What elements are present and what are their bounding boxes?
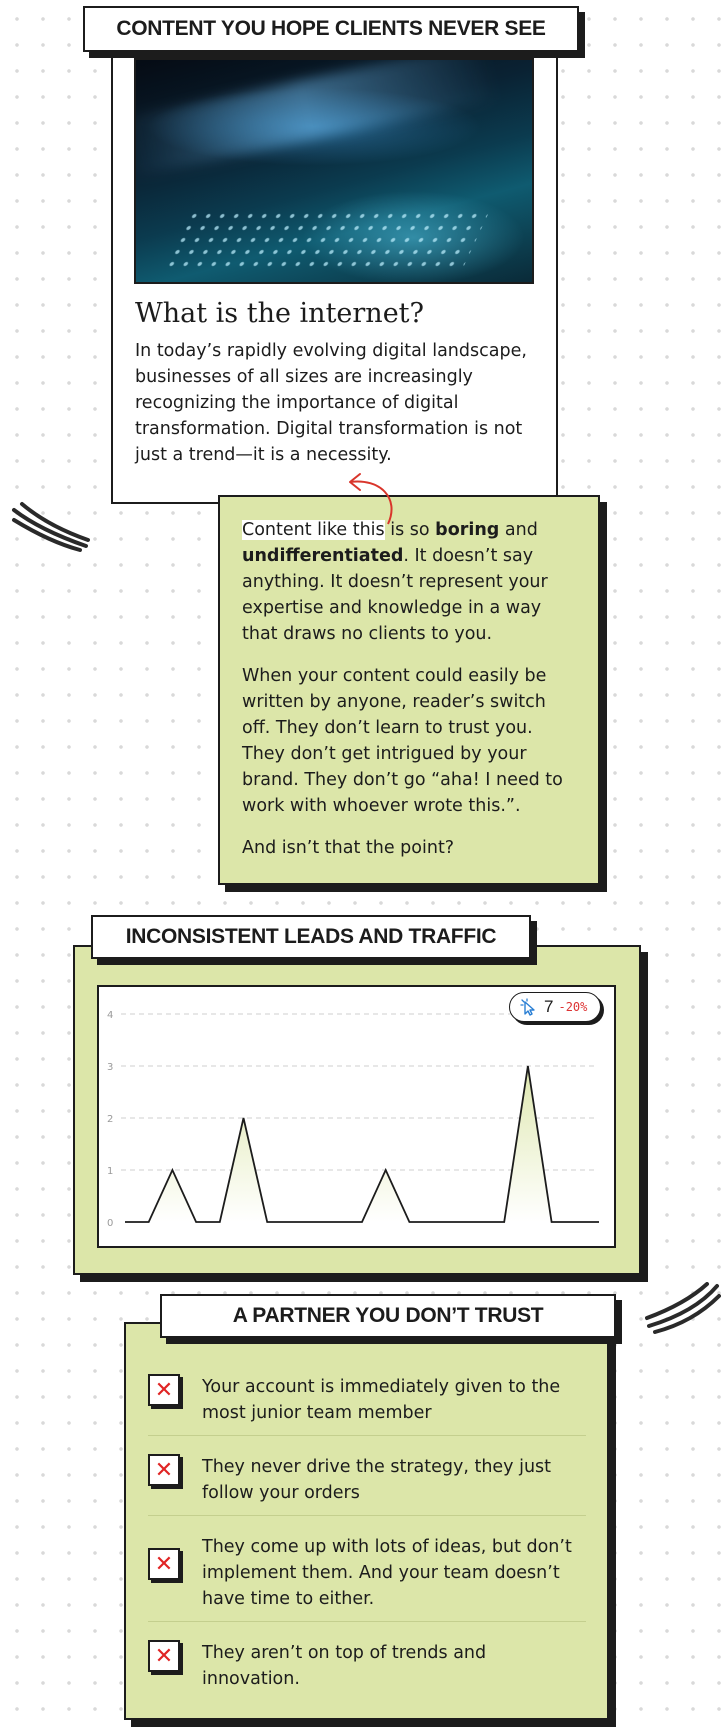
chart-y-tick-label: 2 [107,1114,114,1125]
note-paragraph-1 [242,517,576,647]
x-mark-icon: ✕ [148,1374,180,1406]
list-divider [148,1515,586,1516]
list-item-text: Your account is immediately given to the most junior team member [202,1377,561,1423]
list-item [148,1374,588,1426]
note-paragraph-3: And isn’t that the point? [242,838,455,858]
section-label-leads: INCONSISTENT LEADS AND TRAFFIC [91,915,531,959]
section-label-partner: A PARTNER YOU DON’T TRUST [160,1294,616,1338]
chart-area [125,1066,599,1222]
note-paragraph-2: When your content could easily be written by anyone, reader’s switch off. They don’t learn to trust you. They don’t get intrigued by your brand. They don’t go “aha! I need to work with whoever wrote this.”. [242,666,563,816]
x-mark-icon: ✕ [148,1640,180,1672]
traffic-chart [97,985,616,1248]
note-text: and [499,520,538,540]
cursor-click-icon [520,998,538,1016]
article-title: What is the internet? [135,298,424,329]
section-label-content: CONTENT YOU HOPE CLIENTS NEVER SEE [83,6,579,52]
note-text: is so [384,520,436,540]
note-text: . It doesn’t say anything. It doesn’t represent your expertise and knowledge in a way that draws no clients to you. [242,546,548,644]
critique-note [218,495,600,885]
traffic-chart-svg [99,987,614,1246]
metric-badge [509,992,601,1022]
x-mark-icon: ✕ [148,1454,180,1486]
laptop-hero-image [134,58,534,284]
chart-y-tick-label: 0 [107,1218,114,1229]
article-body: In today’s rapidly evolving digital landscape, businesses of all sizes are increasingly recognizing the importance of digital transformation. Digital transformation is not just a trend—it is a necessity. [135,341,527,465]
red-arrow-icon [340,468,400,528]
swoosh-decoration-right [645,1282,721,1338]
swoosh-decoration-left [10,500,90,560]
list-divider [148,1621,586,1622]
x-mark-icon: ✕ [148,1548,180,1580]
list-item [148,1534,588,1612]
chart-y-tick-label: 1 [107,1166,114,1177]
list-item [148,1640,588,1692]
list-item-text: They never drive the strategy, they just follow your orders [202,1457,552,1503]
metric-value: 7 [544,997,554,1016]
note-bold-undifferentiated: undifferentiated [242,546,404,566]
chart-y-tick-label: 4 [107,1010,114,1021]
list-item-text: They aren’t on top of trends and innovation. [202,1643,487,1689]
list-item [148,1454,588,1506]
note-highlight: Content like this [242,520,385,540]
list-item-text: They come up with lots of ideas, but don’t implement them. And your team doesn’t have time to either. [202,1537,572,1609]
chart-y-tick-label: 3 [107,1062,114,1073]
metric-change: -20% [558,1000,588,1014]
note-bold-boring: boring [435,520,500,540]
list-divider [148,1435,586,1436]
